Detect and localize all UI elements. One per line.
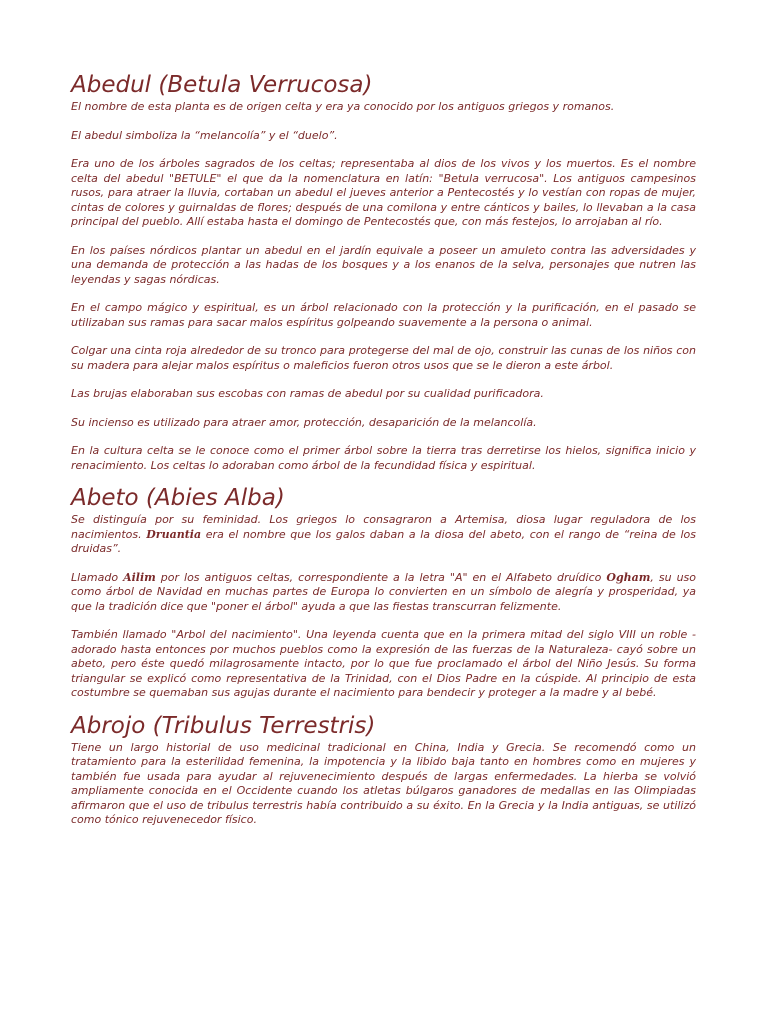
paragraph: En el campo mágico y espiritual, es un árbol relacionado con la protección y la purificación, en el pasado se utilizaban sus ramas para sacar malos espíritus golpeando suavemente a la persona o animal. <box>71 301 696 329</box>
text-run: , su uso como árbol de Navidad en muchas partes de Europa lo convierten en un símbolo de alegría y prosperidad, ya que la tradición dice que "poner el árbol" ayuda a que las fiestas transcurran felizmente. <box>71 570 697 613</box>
paragraph: Tiene un largo historial de uso medicinal tradicional en China, India y Grecia. Se recomendó como un tratamiento para la esterilidad femenina, la impotencia y la libido baja tanto en hombres como en mujeres y también fue usada para ayudar al rejuvenecimiento después de largas enfermedades. La hierba se volvió ampliamente conocida en el Occidente cuando los atletas búlgaros ganadores de medallas en las Olimpiadas afirmaron que el uso de tribulus terrestris había contribuido a su éxito. En la Grecia y la India antiguas, se utilizó como tónico rejuvenecedor físico. <box>71 740 696 826</box>
paragraph: En la cultura celta se le conoce como el primer árbol sobre la tierra tras derretirse los hielos, significa inicio y renacimiento. Los celtas lo adoraban como árbol de la fecundidad física y espiritual. <box>71 444 696 472</box>
bold-term: Ogham <box>606 570 651 584</box>
text-run: Llamado <box>71 570 124 584</box>
section-title: Abeto (Abies Alba) <box>71 485 285 511</box>
bold-term: Druantia <box>146 527 202 541</box>
text-run: Se distinguía por su feminidad. Los griegos lo consagraron a Artemisa, diosa lugar reguladora de los nacimientos. <box>71 513 696 541</box>
section-abeto <box>71 483 696 701</box>
document-page <box>71 70 696 828</box>
text-run: por los antiguos celtas, correspondiente a la letra "A" en el Alfabeto druídico <box>155 570 607 584</box>
section-abedul <box>71 70 696 473</box>
paragraph: El abedul simboliza la “melancolía” y el “duelo”. <box>71 128 338 142</box>
paragraph: Su incienso es utilizado para atraer amor, protección, desaparición de la melancolía. <box>71 415 537 429</box>
paragraph: Era uno de los árboles sagrados de los celtas; representaba al dios de los vivos y los muertos. Es el nombre celta del abedul "BETULE" el que da la nomenclatura en latín: "Betula verrucosa". Los antiguos campesinos rusos, para atraer la lluvia, cortaban un abedul el jueves anterior a Pentecostés y lo vestían con ropas de mujer, cintas de colores y guirnaldas de flores; después de una comilona y entre cánticos y bailes, lo llevaban a la casa principal del pueblo. Allí estaba hasta el domingo de Pentecostés que, con más festejos, lo arrojaban al río. <box>71 157 696 228</box>
text-run: era el nombre que los galos daban a la diosa del abeto, con el rango de “reina de los druidas”. <box>71 527 696 555</box>
paragraph: También llamado "Arbol del nacimiento". Una leyenda cuenta que en la primera mitad del siglo VIII un roble -adorado hasta entonces por muchos pueblos como la expresión de las fuerzas de la Naturaleza- cayó sobre un abeto, pero éste quedó milagrosamente intacto, por lo que fue proclamado el árbol del Niño Jesús. Su forma triangular se explicó como representativa de la Trinidad, con el Dios Padre en la cúspide. Al principio de esta costumbre se quemaban sus agujas durante el nacimiento para bendecir y proteger a la madre y al bebé. <box>71 628 696 699</box>
paragraph: En los países nórdicos plantar un abedul en el jardín equivale a poseer un amuleto contra las adversidades y una demanda de protección a las hadas de los bosques y a los enanos de la selva, personajes que nutren las leyendas y sagas nórdicas. <box>71 243 696 286</box>
paragraph <box>71 571 696 615</box>
section-title: Abedul (Betula Verrucosa) <box>71 72 373 98</box>
section-abrojo <box>71 711 696 828</box>
paragraph: Las brujas elaboraban sus escobas con ramas de abedul por su cualidad purificadora. <box>71 387 544 400</box>
paragraph: El nombre de esta planta es de origen celta y era ya conocido por los antiguos griegos y romanos. <box>71 100 615 113</box>
paragraph <box>71 513 696 557</box>
bold-term: Ailim <box>123 570 156 584</box>
section-title: Abrojo (Tribulus Terrestris) <box>71 712 376 739</box>
paragraph: Colgar una cinta roja alrededor de su tronco para protegerse del mal de ojo, construir las cunas de los niños con su madera para alejar malos espíritus o maleficios fueron otros usos que se le dieron a este árbol. <box>71 344 696 372</box>
